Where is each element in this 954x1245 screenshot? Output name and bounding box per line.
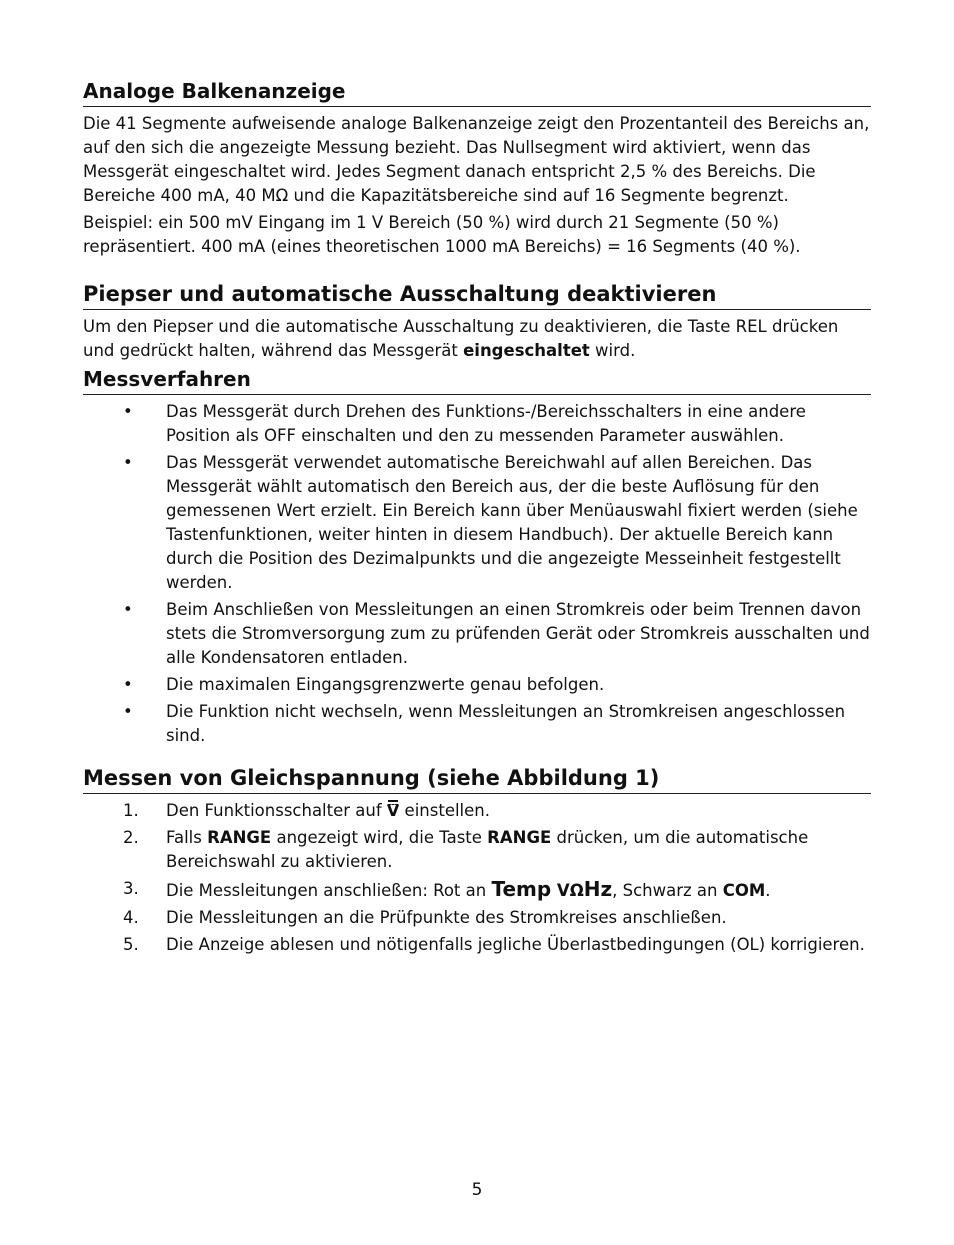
list-item [83, 700, 871, 748]
bullet: • [123, 453, 133, 472]
step-number: 2. [123, 828, 139, 847]
heading-analog-bar: Analoge Balkenanzeige [83, 78, 871, 107]
list-item [83, 799, 871, 823]
section-beeper [83, 281, 871, 363]
list-item-text: Die Funktion nicht wechseln, wenn Messleitungen an Stromkreisen angeschlossen sind. [166, 702, 846, 745]
list-item-text: Beim Anschließen von Messleitungen an einen Stromkreis oder beim Trennen davon stets die Stromversorgung zum zu prüfenden Gerät oder Stromkreis ausschalten und alle Kondensatoren entladen. [166, 600, 870, 667]
step-number: 4. [123, 908, 139, 927]
beeper-text-b: wird. [589, 341, 636, 360]
section-analog-bar [83, 78, 871, 259]
vohm-jack-label: VΩ [551, 881, 584, 900]
bullet: • [123, 402, 133, 421]
step-text: Die Anzeige ablesen und nötigenfalls jegliche Überlastbedingungen (OL) korrigieren. [166, 935, 865, 954]
list-item [83, 877, 871, 903]
step-text: drücken, um die automatische Bereichswahl zu aktivieren. [166, 828, 809, 871]
range-label: RANGE [207, 828, 272, 847]
paragraph-bar-description: Die 41 Segmente aufweisende analoge Balkenanzeige zeigt den Prozentanteil des Bereichs an, auf den sich die angezeigte Messung bezieht. Das Nullsegment wird aktiviert, wenn das Messgerät eingeschaltet wird. Jedes Segment danach entspricht 2,5 % des Bereichs. Die Bereiche 400 mA, 40 MΩ und die Kapazitätsbereiche sind auf 16 Segmente begrenzt. [83, 114, 870, 205]
step-text: Die Messleitungen anschließen: Rot an [166, 881, 492, 900]
list-item [83, 673, 871, 697]
step-number: 1. [123, 801, 139, 820]
list-item [83, 826, 871, 874]
step-text: einstellen. [399, 801, 490, 820]
step-number: 3. [123, 879, 139, 898]
com-jack-label: COM [722, 881, 766, 900]
list-item [83, 906, 871, 930]
dc-voltage-symbol-icon [387, 799, 399, 823]
heading-dc-voltage: Messen von Gleichspannung (siehe Abbildung 1) [83, 765, 871, 794]
beeper-text-bold: eingeschaltet [463, 341, 590, 360]
step-text: angezeigt wird, die Taste [271, 828, 488, 847]
step-text: Die Messleitungen an die Prüfpunkte des Stromkreises anschließen. [166, 908, 727, 927]
list-item-text: Das Messgerät durch Drehen des Funktions-/Bereichsschalters in eine andere Position als OFF einschalten und den zu messenden Parameter auswählen. [166, 402, 806, 445]
step-number: 5. [123, 935, 139, 954]
bullet: • [123, 702, 133, 721]
procedure-list [83, 400, 871, 748]
paragraph-bar-example: Beispiel: ein 500 mV Eingang im 1 V Bereich (50 %) wird durch 21 Segmente (50 %) repräsentiert. 400 mA (eines theoretischen 1000 mA Bereichs) = 16 Segments (40 %). [83, 213, 801, 256]
heading-beeper: Piepser und automatische Ausschaltung deaktivieren [83, 281, 871, 310]
beeper-text-a: Um den Piepser und die automatische Ausschaltung zu deaktivieren, die Taste REL drücken und gedrückt halten, während das Messgerät [83, 317, 839, 360]
paragraph-beeper [83, 315, 871, 363]
range-key: RANGE [487, 828, 552, 847]
dc-steps-list [83, 799, 871, 957]
list-item [83, 451, 871, 595]
section-dc-voltage [83, 765, 871, 957]
heading-procedure: Messverfahren [83, 366, 871, 395]
list-item-text: Das Messgerät verwendet automatische Bereichwahl auf allen Bereichen. Das Messgerät wählt automatisch den Bereich aus, der die beste Auflösung für den gemessenen Wert erzielt. Ein Bereich kann über Menüauswahl fixiert werden (siehe Tastenfunktionen, weiter hinten in diesem Handbuch). Der aktuelle Bereich kann durch die Position des Dezimalpunkts und die angezeigte Messeinheit festgestellt werden. [166, 453, 858, 592]
step-text: , Schwarz an [612, 881, 723, 900]
page-number: 5 [471, 1180, 483, 1200]
step-text: Falls [166, 828, 208, 847]
step-text: Den Funktionsschalter auf [166, 801, 387, 820]
dc-voltage-symbol-letter: V [386, 801, 400, 820]
hz-jack-label: Hz [583, 877, 613, 901]
list-item-text: Die maximalen Eingangsgrenzwerte genau befolgen. [166, 675, 605, 694]
temp-jack-label: Temp [491, 877, 552, 901]
list-item [83, 400, 871, 448]
bullet: • [123, 675, 133, 694]
list-item [83, 933, 871, 957]
document-page [83, 78, 871, 960]
section-procedure [83, 366, 871, 748]
list-item [83, 598, 871, 670]
step-text: . [765, 881, 771, 900]
bullet: • [123, 600, 133, 619]
